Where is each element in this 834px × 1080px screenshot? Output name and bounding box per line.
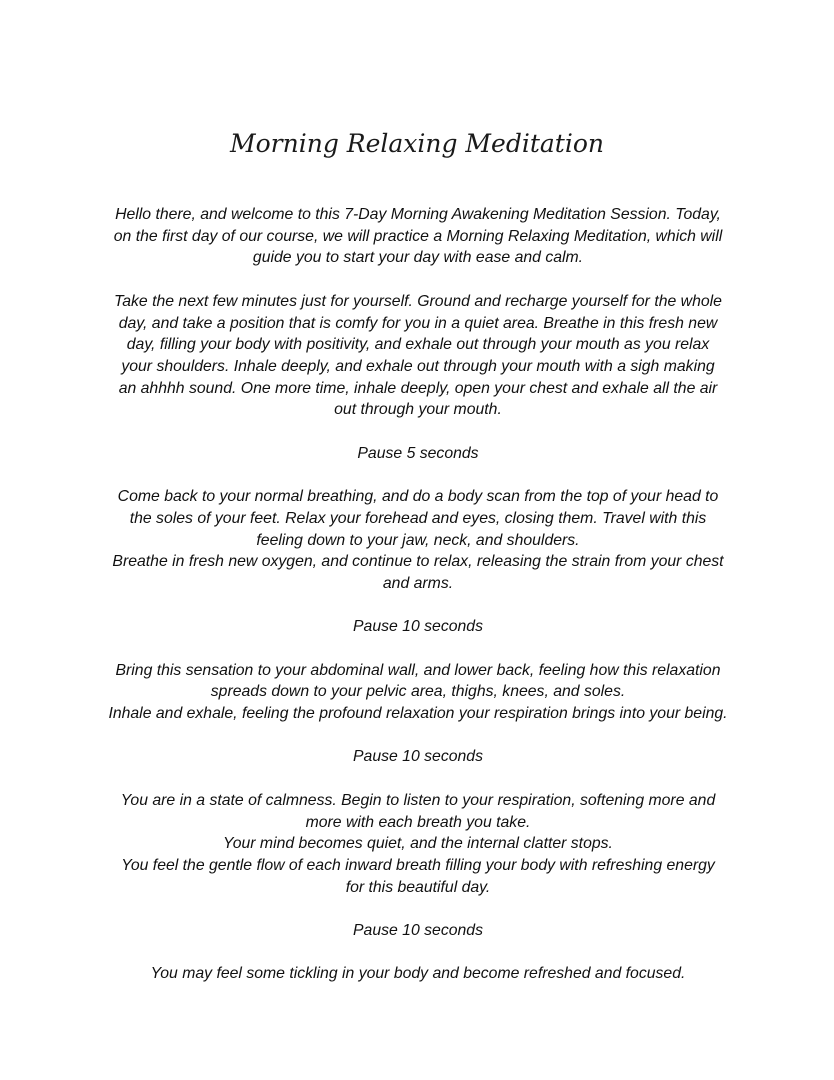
text-line: spreads down to your pelvic area, thighs, knees, and soles.	[210, 683, 626, 701]
text-line: You may feel some tickling in your body and become refreshed and focused.	[150, 965, 686, 983]
text-line: feeling down to your jaw, neck, and shoulders.	[256, 531, 580, 549]
text-line: out through your mouth.	[334, 401, 502, 419]
text-line: You feel the gentle flow of each inward breath filling your body with refreshing energy	[121, 856, 715, 874]
paragraph-gap	[88, 595, 748, 617]
text-line: more with each breath you take.	[305, 813, 531, 831]
pause-instruction: Pause 10 seconds	[353, 618, 483, 636]
text-line: the soles of your feet. Relax your forehead and eyes, closing them. Travel with this	[129, 509, 707, 527]
text-line: Your mind becomes quiet, and the internal clatter stops.	[223, 835, 613, 853]
paragraph-gap	[88, 269, 748, 291]
paragraph-gap	[88, 638, 748, 660]
text-line: and arms.	[382, 574, 454, 592]
text-line: Bring this sensation to your abdominal wall, and lower back, feeling how this relaxation	[115, 661, 721, 679]
text-line: for this beautiful day.	[345, 878, 491, 896]
pause-instruction: Pause 5 seconds	[357, 444, 479, 462]
paragraph-gap	[88, 421, 748, 443]
text-line: Hello there, and welcome to this 7-Day Morning Awakening Meditation Session. Today,	[115, 206, 721, 223]
paragraph-gap	[88, 898, 748, 920]
document-body	[88, 204, 748, 985]
text-line: your shoulders. Inhale deeply, and exhale out through your mouth with a sigh making	[121, 357, 715, 375]
text-line: Inhale and exhale, feeling the profound relaxation your respiration brings into your being.	[108, 705, 728, 723]
text-line: Breathe in fresh new oxygen, and continue to relax, releasing the strain from your chest	[112, 553, 724, 571]
paragraph-gap	[88, 768, 748, 790]
text-line: an ahhhh sound. One more time, inhale deeply, open your chest and exhale all the air	[118, 379, 718, 397]
text-line: guide you to start your day with ease and calm.	[252, 249, 584, 267]
pause-instruction: Pause 10 seconds	[353, 748, 483, 766]
text-line: Come back to your normal breathing, and do a body scan from the top of your head to	[117, 488, 719, 506]
document-title: Morning Relaxing Meditation	[230, 129, 604, 158]
paragraph-gap	[88, 942, 748, 964]
text-line: day, filling your body with positivity, and exhale out through your mouth as you relax	[126, 336, 710, 354]
paragraph-gap	[88, 464, 748, 486]
text-line: day, and take a position that is comfy for you in a quiet area. Breathe in this fresh new	[118, 314, 718, 332]
text-line: on the first day of our course, we will practice a Morning Relaxing Meditation, which will	[113, 227, 723, 245]
text-line: Take the next few minutes just for yourself. Ground and recharge yourself for the whole	[114, 292, 722, 310]
text-line: You are in a state of calmness. Begin to listen to your respiration, softening more and	[120, 791, 716, 809]
paragraph-gap	[88, 725, 748, 747]
pause-instruction: Pause 10 seconds	[353, 922, 483, 940]
